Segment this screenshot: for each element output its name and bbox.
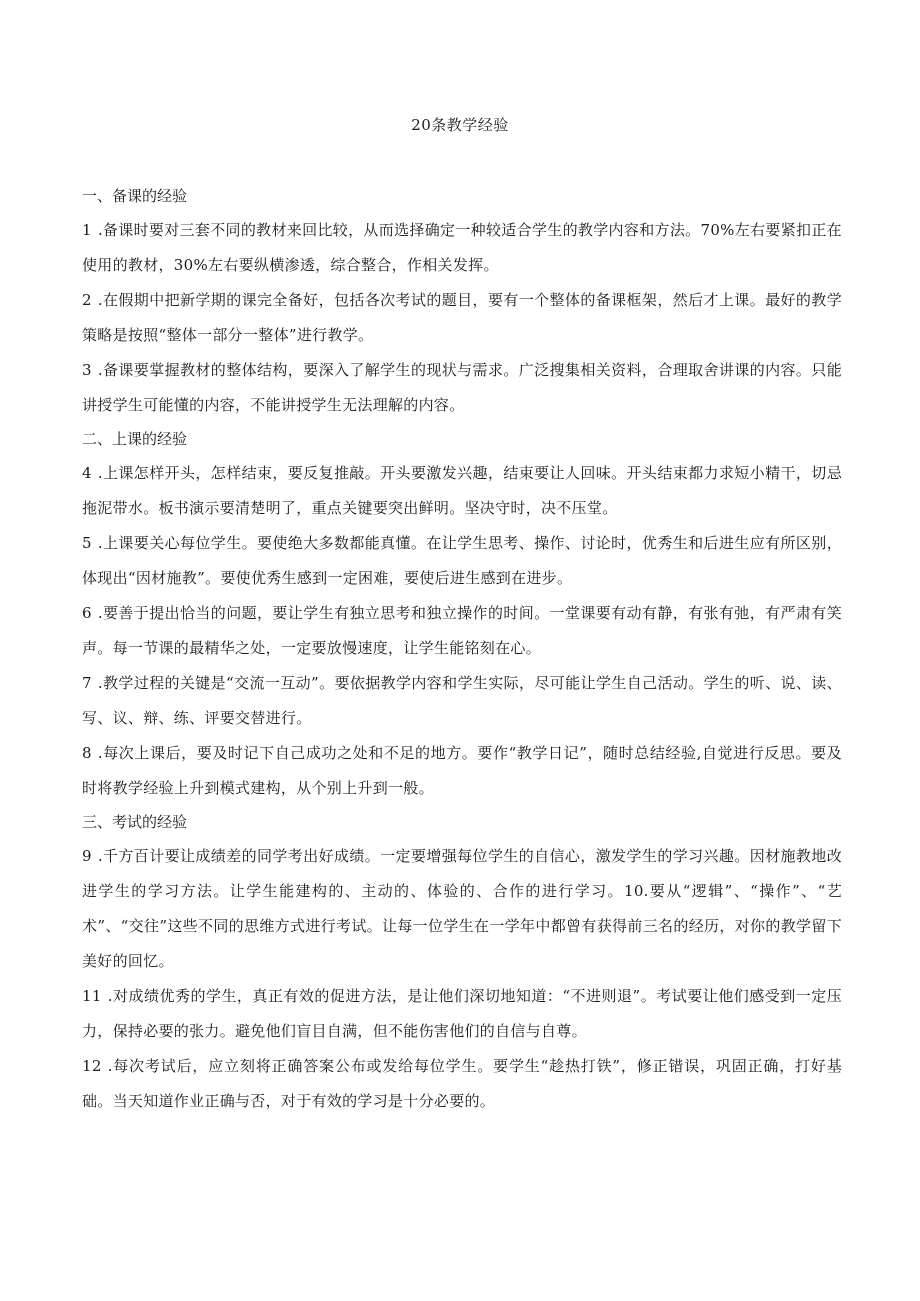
list-item <box>82 736 842 806</box>
section-heading: 三、考试的经验 <box>82 813 188 831</box>
item-text: .教学过程的关键是“交流一互动”。要依据教学内容和学生实际，尽可能让学生自己活动。学生的听、说、读、写、议、辩、练、评要交替进行。 <box>82 674 842 727</box>
item-text: .要善于提出恰当的问题，要让学生有独立思考和独立操作的时间。一堂课要有动有静，有张有弛，有严肃有笑声。每一节课的最精华之处，一定要放慢速度，让学生能铭刻在心。 <box>82 604 842 657</box>
item-number: 3 <box>82 361 92 379</box>
item-number: 11 <box>82 987 102 1005</box>
item-text: .在假期中把新学期的课完全备好，包括各次考试的题目，要有一个整体的备课框架，然后才上课。最好的教学策略是按照“整体一部分一整体”进行教学。 <box>82 291 842 344</box>
list-item <box>82 353 842 423</box>
list-item <box>82 213 842 283</box>
list-item <box>82 666 842 736</box>
list-item <box>82 526 842 596</box>
list-item <box>82 839 842 979</box>
section-heading: 二、上课的经验 <box>82 430 188 448</box>
item-number: 12 <box>82 1057 102 1075</box>
document-title: 20条教学经验 <box>411 116 509 134</box>
list-item <box>82 596 842 666</box>
item-number: 8 <box>82 744 92 762</box>
item-number: 7 <box>82 674 92 692</box>
item-number: 2 <box>82 291 92 309</box>
list-item <box>82 979 842 1049</box>
item-text: .备课时要对三套不同的教材来回比较，从而选择确定一种较适合学生的教学内容和方法。70%左右要紧扣正在使用的教材，30%左右要纵横渗透，综合整合，作相关发挥。 <box>82 221 842 274</box>
item-number: 6 <box>82 604 92 622</box>
list-item <box>82 1049 842 1119</box>
item-text: .上课怎样开头，怎样结束，要反复推敲。开头要激发兴趣，结束要让人回味。开头结束都力求短小精干，切忌拖泥带水。板书演示要清楚明了，重点关键要突出鲜明。坚决守时，决不压堂。 <box>82 464 842 517</box>
item-text: .上课要关心每位学生。要使绝大多数都能真懂。在让学生思考、操作、讨论时，优秀生和后进生应有所区别，体现出“因材施教”。要使优秀生感到一定困难，要使后进生感到在进步。 <box>82 534 842 587</box>
item-text: .每次上课后，要及时记下自己成功之处和不足的地方。要作“教学日记”，随时总结经验,自觉进行反思。要及时将教学经验上升到模式建构，从个别上升到一般。 <box>82 744 842 797</box>
item-number: 9 <box>82 847 92 865</box>
item-number: 1 <box>82 221 92 239</box>
list-item <box>82 456 842 526</box>
item-text: .对成绩优秀的学生，真正有效的促进方法，是让他们深切地知道：“不进则退”。考试要让他们感受到一定压力，保持必要的张力。避免他们盲目自满，但不能伤害他们的自信与自尊。 <box>82 987 842 1040</box>
document-body <box>82 180 842 1119</box>
item-number: 5 <box>82 534 92 552</box>
section-heading: 一、备课的经验 <box>82 187 188 205</box>
list-item <box>82 283 842 353</box>
item-number: 4 <box>82 464 92 482</box>
item-text: .备课要掌握教材的整体结构，要深入了解学生的现状与需求。广泛搜集相关资料，合理取舍讲课的内容。只能讲授学生可能懂的内容，不能讲授学生无法理解的内容。 <box>82 361 842 414</box>
item-text: .千方百计要让成绩差的同学考出好成绩。一定要增强每位学生的自信心，激发学生的学习兴趣。因材施教地改进学生的学习方法。让学生能建构的、主动的、体验的、合作的进行学习。10.要从“逻辑”、“操作”、“艺术”、“交往”这些不同的思维方式进行考试。让每一位学生在一学年中都曾有获得前三名的经历，对你的教学留下美好的回忆。 <box>82 847 842 970</box>
item-text: .每次考试后，应立刻将正确答案公布或发给每位学生。要学生“趁热打铁”，修正错误，巩固正确，打好基础。当天知道作业正确与否，对于有效的学习是十分必要的。 <box>82 1057 842 1110</box>
